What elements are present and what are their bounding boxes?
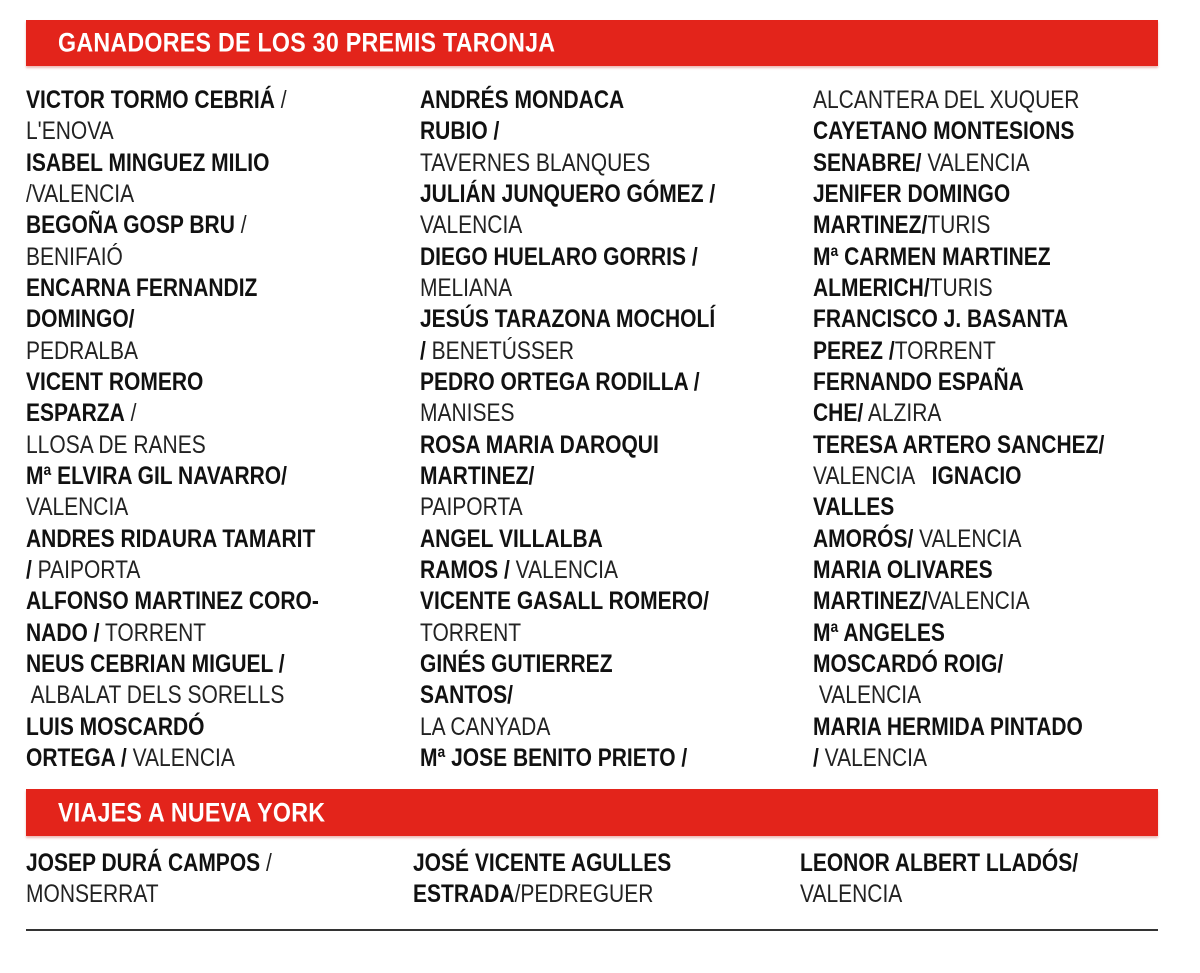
section-header-premis-taronja (26, 20, 1158, 66)
winner-town: LLOSA DE RANES (26, 430, 206, 459)
winner-town: ALZIRA (863, 399, 942, 428)
section-header-viajes-nueva-york (26, 789, 1158, 836)
winner-name: IGNACIO (931, 461, 1022, 490)
winner-line (813, 85, 1104, 116)
winner-town: TORRENT (894, 336, 996, 365)
winner-name: LEONOR ALBERT LLADÓS/ (800, 849, 1079, 877)
winner-name: SANTOS/ (420, 681, 513, 710)
winner-line (26, 336, 319, 367)
winner-name: ISABEL MINGUEZ MILIO (26, 148, 270, 177)
bottom-rule (26, 929, 1158, 931)
winner-line (26, 649, 319, 680)
winner-line (413, 848, 671, 879)
winner-name: / (26, 555, 32, 584)
winner-line (26, 242, 319, 273)
winner-town: / (124, 399, 137, 428)
winner-name: CAYETANO MONTESIONS (813, 117, 1075, 146)
winner-line (26, 116, 319, 147)
winner-line (813, 116, 1104, 147)
winner-line (26, 879, 272, 910)
winner-line (813, 649, 1104, 680)
winner-town: PAIPORTA (31, 555, 141, 584)
winner-line (26, 461, 319, 492)
winner-town: MANISES (420, 399, 515, 428)
winner-line (813, 712, 1104, 743)
winner-name: ALFONSO MARTINEZ CORO- (26, 587, 319, 616)
winner-line (420, 712, 715, 743)
winner-town: PEDRALBA (26, 336, 139, 365)
winner-line (420, 148, 715, 179)
winner-name: SENABRE/ (813, 148, 922, 177)
winner-name: JENIFER DOMINGO (813, 179, 1011, 208)
winner-line (813, 242, 1104, 273)
winner-line (26, 273, 319, 304)
winner-line (813, 555, 1104, 586)
winner-town: TURIS (927, 211, 991, 240)
winner-line (26, 148, 319, 179)
winner-line (813, 273, 1104, 304)
winner-name: JOSÉ VICENTE AGULLES (413, 849, 672, 877)
winner-line (813, 148, 1104, 179)
winner-line (813, 179, 1104, 210)
winner-name: ESPARZA (26, 399, 125, 428)
winner-town: VALENCIA (913, 524, 1022, 553)
trip-winners-column-1 (26, 848, 319, 911)
winner-name: MARTINEZ/ (420, 461, 535, 490)
winner-line (813, 336, 1104, 367)
winner-line (420, 618, 715, 649)
winner-line (813, 430, 1104, 461)
winner-name: ANDRES RIDAURA TAMARIT (26, 524, 316, 553)
winner-town: / (274, 86, 287, 114)
winner-town: PAIPORTA (420, 493, 523, 522)
winner-name: TERESA ARTERO SANCHEZ/ (813, 430, 1105, 459)
winner-town: VALENCIA (26, 493, 129, 522)
winner-line (420, 492, 715, 523)
winners-column-1 (26, 85, 375, 774)
winner-name: RAMOS / (420, 555, 510, 584)
winner-name: ORTEGA / (26, 743, 127, 772)
winner-name: MARTINEZ/ (813, 587, 928, 616)
winner-line (813, 210, 1104, 241)
winners-column-2 (420, 85, 771, 774)
winner-name: JESÚS TARAZONA MOCHOLÍ (420, 305, 716, 334)
winner-name: PEREZ / (813, 336, 895, 365)
winner-town: LA CANYADA (420, 712, 551, 741)
winner-name: ENCARNA FERNANDIZ (26, 273, 258, 302)
winner-name: VALLES (813, 493, 895, 522)
winner-line (420, 743, 715, 774)
winner-town: VALENCIA (800, 880, 903, 909)
winner-town: BENIFAIÓ (26, 242, 123, 271)
winner-name: ALMERICH/ (813, 273, 930, 302)
winner-town: ALBALAT DELS SORELLS (26, 681, 285, 710)
winner-line (26, 743, 319, 774)
winner-line (420, 179, 715, 210)
winner-line (420, 242, 715, 273)
winner-line (26, 848, 272, 879)
winner-name: MARTINEZ/ (813, 211, 928, 240)
winner-name: VICENTE GASALL ROMERO/ (420, 587, 709, 616)
winner-line (26, 398, 319, 429)
winner-line (813, 524, 1104, 555)
winner-name: Mª ELVIRA GIL NAVARRO/ (26, 461, 287, 490)
winner-line (420, 273, 715, 304)
winner-line (26, 430, 319, 461)
winner-town: VALENCIA (126, 743, 235, 772)
winner-name: Mª ANGELES (813, 618, 945, 647)
winner-town: TURIS (929, 273, 993, 302)
winner-line (813, 304, 1104, 335)
winner-name: NEUS CEBRIAN MIGUEL / (26, 649, 285, 678)
trip-winners-column-3 (800, 848, 1131, 911)
winner-name: NADO / (26, 618, 100, 647)
winner-line (813, 367, 1104, 398)
winners-column-3 (813, 85, 1160, 774)
winner-line (26, 712, 319, 743)
winner-town: TAVERNES BLANQUES (420, 148, 651, 177)
winner-line (420, 430, 715, 461)
winner-line (26, 524, 319, 555)
winner-line (420, 680, 715, 711)
winner-line (26, 210, 319, 241)
winner-line (26, 555, 319, 586)
winner-line (26, 492, 319, 523)
winner-line (420, 85, 715, 116)
winner-name: JULIÁN JUNQUERO GÓMEZ / (420, 179, 716, 208)
winner-town: /PEDREGUER (514, 880, 654, 909)
winner-name: DIEGO HUELARO GORRIS / (420, 242, 698, 271)
section-title: GANADORES DE LOS 30 PREMIS TARONJA (58, 27, 556, 58)
winner-line (26, 367, 319, 398)
winner-name: MARIA HERMIDA PINTADO (813, 712, 1083, 741)
winner-town: /VALENCIA (26, 179, 135, 208)
winner-name: / (420, 336, 426, 365)
winner-name: Mª CARMEN MARTINEZ (813, 242, 1051, 271)
winner-name: DOMINGO/ (26, 305, 135, 334)
winner-line (26, 304, 319, 335)
winner-line (420, 398, 715, 429)
winner-name: FERNANDO ESPAÑA (813, 367, 1024, 396)
winner-line (420, 304, 715, 335)
winner-line (813, 398, 1104, 429)
winner-line (420, 524, 715, 555)
winner-line (813, 618, 1104, 649)
winner-line (813, 680, 1104, 711)
winner-line (813, 492, 1104, 523)
winner-name: ANDRÉS MONDACA (420, 86, 625, 114)
winner-name: ESTRADA (413, 880, 515, 909)
winner-name: FRANCISCO J. BASANTA (813, 305, 1069, 334)
winner-line (800, 848, 1078, 879)
winner-town: / (260, 849, 272, 877)
winner-name: VICENT ROMERO (26, 367, 204, 396)
winner-town: MELIANA (420, 273, 513, 302)
winner-line (26, 586, 319, 617)
winner-line (800, 879, 1078, 910)
winner-line (420, 555, 715, 586)
winner-town: / (234, 211, 247, 240)
winner-line (420, 586, 715, 617)
winner-name: Mª JOSE BENITO PRIETO / (420, 743, 688, 772)
winner-town: MONSERRAT (26, 880, 159, 909)
winner-town: VALENCIA (927, 587, 1030, 616)
winner-line (26, 618, 319, 649)
winner-name: VICTOR TORMO CEBRIÁ (26, 86, 275, 114)
winner-name: ROSA MARIA DAROQUI (420, 430, 659, 459)
winner-name: / (813, 743, 819, 772)
winner-line (813, 743, 1104, 774)
winner-town: VALENCIA (921, 148, 1030, 177)
winner-line (26, 680, 319, 711)
winner-line (420, 649, 715, 680)
winner-town: TORRENT (420, 618, 522, 647)
winner-line (813, 586, 1104, 617)
winner-town: ALCANTERA DEL XUQUER (813, 86, 1080, 114)
winner-line (420, 461, 715, 492)
winner-line (26, 85, 319, 116)
winner-town: VALENCIA (813, 681, 922, 710)
winner-line (26, 179, 319, 210)
winner-line (420, 367, 715, 398)
winner-line (413, 879, 671, 910)
winner-line (420, 210, 715, 241)
winner-name: AMORÓS/ (813, 524, 914, 553)
winner-name: JOSEP DURÁ CAMPOS (26, 849, 261, 877)
winner-name: BEGOÑA GOSP BRU (26, 211, 235, 240)
winner-name: PEDRO ORTEGA RODILLA / (420, 367, 700, 396)
winner-name: GINÉS GUTIERREZ (420, 649, 613, 678)
winner-name: ANGEL VILLALBA (420, 524, 603, 553)
winner-town: VALENCIA (509, 555, 618, 584)
winner-town: VALENCIA (818, 743, 927, 772)
section-title: VIAJES A NUEVA YORK (58, 797, 326, 827)
winner-town: VALENCIA (420, 211, 523, 240)
winner-line (813, 461, 1104, 492)
winner-town: BENETÚSSER (425, 336, 575, 365)
winner-name: MOSCARDÓ ROIG/ (813, 649, 1004, 678)
winner-name: LUIS MOSCARDÓ (26, 712, 205, 741)
winner-line (420, 336, 715, 367)
winner-town: L'ENOVA (26, 117, 114, 146)
winner-line (420, 116, 715, 147)
winner-name: RUBIO / (420, 117, 500, 146)
trip-winners-column-2 (413, 848, 720, 911)
winner-town: TORRENT (99, 618, 207, 647)
winner-town: VALENCIA (813, 461, 932, 490)
winner-name: CHE/ (813, 399, 864, 428)
winner-name: MARIA OLIVARES (813, 555, 993, 584)
